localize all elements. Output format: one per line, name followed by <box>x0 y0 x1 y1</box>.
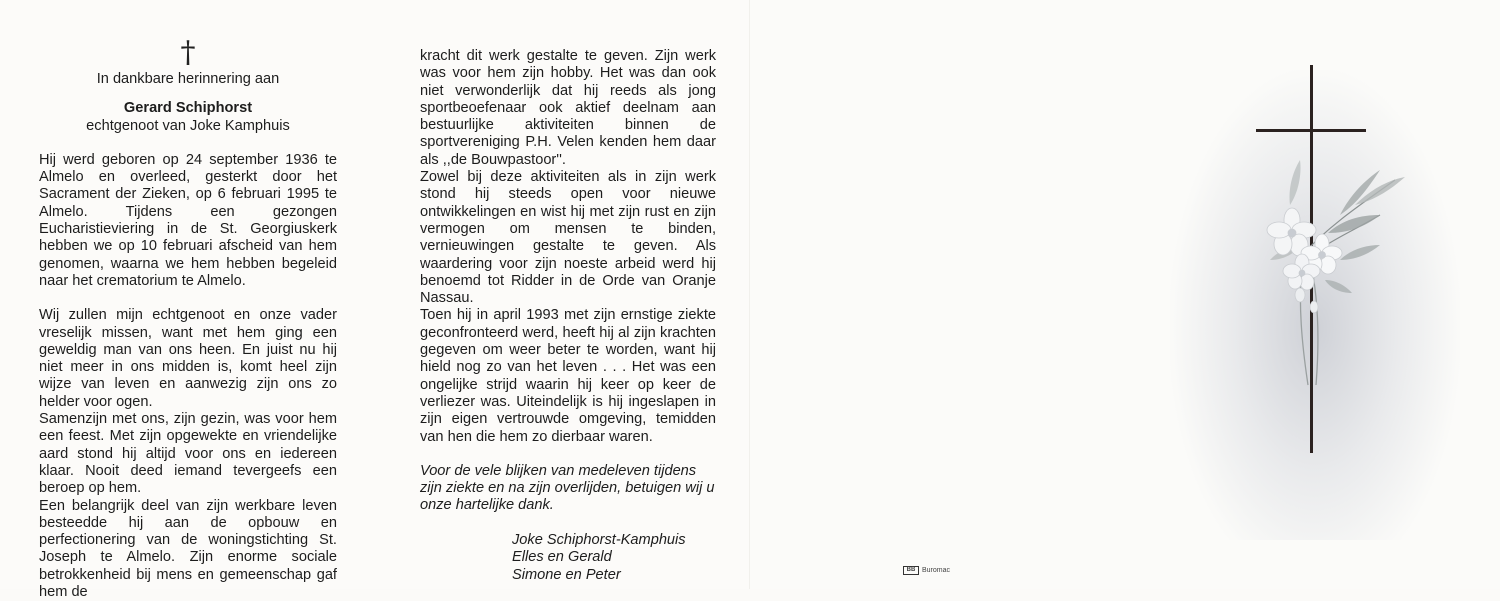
printer-logo-name: Buromac <box>922 567 951 574</box>
cross-horizontal-beam <box>1256 129 1366 132</box>
printer-logo <box>903 566 950 575</box>
deceased-name: Gerard Schiphorst <box>123 100 253 117</box>
paragraph-hobby: kracht dit werk gestalte te geven. Zijn werk was voor hem zijn hobby. Het was dan ook niet verwonderlijk dat hij reeds als jong sportbeoefenaar ook aktief deelnam aan bestuurlijke aktiviteiten binnen de sportvereniging P.H. Velen kenden hem daar als ,,de Bouwpastoor''. <box>420 48 716 168</box>
signature-line: Elles en Gerald <box>512 549 612 566</box>
paragraph-honours: Zowel bij deze aktiviteiten als in zijn werk stond hij steeds open voor nieuwe ontwikkelingen en wist hij met zijn rust en zijn vermogen om mensen te binden, vernieuwingen gestalte te geven. Als waardering voor zijn noeste arbeid werd hij benoemd tot Ridder in de Orde van Oranje Nassau. <box>420 169 716 307</box>
cross-with-flowers-icon <box>1230 55 1430 465</box>
cross-icon: † <box>180 35 196 70</box>
signature-line: Simone en Peter <box>512 566 621 583</box>
text-column-left <box>39 37 337 601</box>
printer-logo-mark: BB <box>903 566 919 575</box>
paragraph-illness: Toen hij in april 1993 met zijn ernstige ziekte geconfronteerd werd, heeft hij al zijn krachten gegeven om weer beter te worden, want hij hield nog zo van het leven . . . Het was een ongelijke strijd waarin hij keer op keer de verliezer was. Uiteindelijk is hij ingeslapen in zijn eigen vertrouwde omgeving, temidden van hen die hem zo dierbaar waren. <box>420 307 716 445</box>
thanks-note: Voor de vele blijken van medeleven tijdens zijn ziekte en na zijn overlijden, betuigen wij u onze hartelijke dank. <box>420 462 715 514</box>
text-column-right <box>420 48 716 584</box>
spouse-line: echtgenoot van Joke Kamphuis <box>86 117 290 134</box>
intro-line: In dankbare herinnering aan <box>96 71 280 87</box>
signature-line: Joke Schiphorst-Kamphuis <box>512 531 686 548</box>
paragraph-birth-death: Hij werd geboren op 24 september 1936 te Almelo en overleed, gesterkt door het Sacrament der Zieken, op 6 februari 1995 te Almelo. Tijdens een gezongen Eucharistieviering in de St. Georgiuskerk hebben we op 10 februari afscheid van hem genomen, waarna we hem hebben begeleid naar het crematorium te Almelo. <box>39 151 337 289</box>
paragraph-missing: Wij zullen mijn echtgenoot en onze vader vreselijk missen, want met hem ging een geweldig man van ons heen. En juist nu hij niet meer in ons midden is, komt heel zijn wijze van leven en aanwezig zijn ons zo helder voor ogen. <box>39 307 337 410</box>
paragraph-work: Een belangrijk deel van zijn werkbare leven besteedde hij aan de opbouw en perfectionering van de woningstichting St. Joseph te Almelo. Zijn enorme sociale betrokkenheid bij mens en gemeenschap gaf hem de <box>39 497 337 601</box>
paragraph-family: Samenzijn met ons, zijn gezin, was voor hem een feest. Met zijn opgewekte en vriendelijke aard stond hij altijd voor ons en iedereen klaar. Nooit deed iemand tevergeefs een beroep op hem. <box>39 411 337 497</box>
signatures <box>512 532 716 585</box>
